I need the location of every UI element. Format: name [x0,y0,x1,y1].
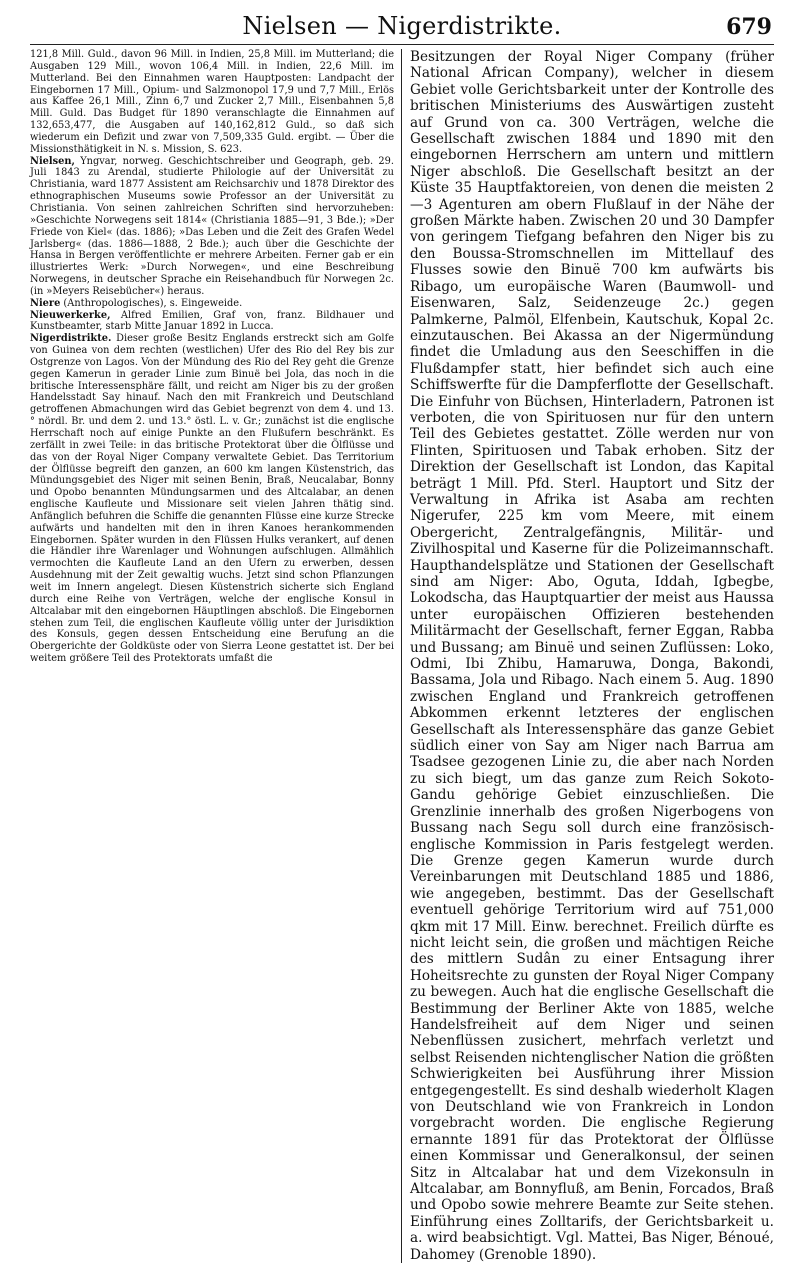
entry-text: Alfred Emilien, Graf von, franz. Bildhauer und Kunstbeamter, starb Mitte Januar 1892 in Lucca. [30,309,394,333]
entry-nieuwerkerke [30,310,394,334]
headword: Nielsen, [30,155,75,167]
page-header [30,10,774,45]
entry-text: 121,8 Mill. Guld., davon 96 Mill. in Indien, 25,8 Mill. im Mutterland; die Ausgaben 129 Mill., wovon 106,4 Mill. in Indien, 22,6 Mill. im Mutterland. Bei den Einnahmen waren Hauptposten: Landpacht der Eingebornen 17 Mill., Opium- und Salzmonopol 17,9 und 7,7 Mill., Erlös aus Kaffee 26,1 Mill., Zinn 6,7 und Zucker 2,7 Mill., Eisenbahnen 5,8 Mill. Guld. Das Budget für 1890 veranschlagte die Einnahmen auf 132,653,477, die Ausgaben auf 140,162,812 Guld., so daß sich wiederum ein Defizit und zwar von 7,509,335 Guld. ergibt. — Über die Missionsthätigkeit in N. s. Mission, S. 623. [30,49,394,155]
entry-cont2 [410,49,774,1263]
entry-nigerdistrikte [30,333,394,665]
headword: Nieuwerkerke, [30,309,111,321]
page-number: 679 [726,14,772,40]
headword: Nigerdistrikte. [30,333,112,345]
left-column [30,49,402,1263]
entry-text: (Anthropologisches), s. Eingeweide. [60,297,243,309]
entry-niere [30,298,394,310]
entry-nielsen [30,156,394,298]
headword: Niere [30,297,61,309]
entry-text: Yngvar, norweg. Geschichtschreiber und Geograph, geb. 29. Juli 1843 zu Arendal, studierte Philologie auf der Universität zu Christiania, ward 1877 Assistent am Reichsarchiv und 1878 Direktor des ethnographischen Museums sowie Professor an der Universität zu Christiania. Von seinen zahlreichen Schriften sind hervorzuheben: »Geschichte Norwegens seit 1814« (Christiania 1885—91, 3 Bde.); »Der Friede von Kiel« (das. 1886); »Das Leben und die Zeit des Grafen Wedel Jarlsberg« (das. 1886—1888, 2 Bde.); auch über die Geschichte der Hansa in Bergen veröffentlichte er mehrere Arbeiten. Ferner gab er ein illustriertes Werk: »Durch Norwegen«, und eine Beschreibung Norwegens, in deutscher Sprache ein Reisehandbuch für Norwegen 2c. (in »Meyers Reisebücher«) heraus. [30,155,394,297]
right-column [402,49,774,1263]
entry-text: Besitzungen der Royal Niger Company (früher National African Company), welcher in diesem Gebiet volle Gerichtsbarkeit unter der Kontrolle des britischen Ministeriums des Auswärtigen zusteht auf Grund von ca. 300 Verträgen, welche die Gesellschaft zwischen 1884 und 1890 mit den eingebornen Herrschern am untern und mittlern Niger abschloß. Die Gesellschaft besitzt an der Küste 35 Hauptfaktoreien, von denen die meisten 2—3 Agenturen am obern Flußlauf in der Nähe der großen Märkte haben. Zwischen 20 und 30 Dampfer von geringem Tiefgang befahren den Niger bis zu den Boussa-Stromschnellen im Mittellauf des Flusses sowie den Binuë 700 km aufwärts bis Ribago, um europäische Waren (Baumwoll- und Eisenwaren, Salz, Seidenzeuge 2c.) gegen Palmkerne, Palmöl, Elfenbein, Kautschuk, Kopal 2c. einzutauschen. Bei Akassa an der Nigermündung findet die Umladung aus den Seeschiffen in die Flußdampfer statt, hier befindet sich auch eine Schiffswerfte für die Dampferflotte der Gesellschaft. Die Einfuhr von Büchsen, Hinterladern, Patronen ist verboten, die von Spirituosen nur für den untern Teil des Gebietes gestattet. Zölle werden nur von Flinten, Spirituosen und Tabak erhoben. Sitz der Direktion der Gesellschaft ist London, das Kapital beträgt 1 Mill. Pfd. Sterl. Hauptort und Sitz der Verwaltung in Afrika ist Asaba am rechten Nigerufer, 225 km vom Meere, mit einem Obergericht, Zentralgefängnis, Militär- und Zivilhospital und Kaserne für die Polizeimannschaft. Haupthandelsplätze und Stationen der Gesellschaft sind am Niger: Abo, Oguta, Iddah, Igbegbe, Lokodscha, das Hauptquartier der meist aus Haussa unter europäischen Offizieren bestehenden Militärmacht der Gesellschaft, ferner Eggan, Rabba und Bussang; am Binuë und seinen Zuflüssen: Loko, Odmi, Ibi Zhibu, Hamaruwa, Donga, Bakondi, Bassama, Jola und Ribago. Nach einem 5. Aug. 1890 zwischen England und Frankreich getroffenen Abkommen erkennt letzteres der englischen Gesellschaft als Interessensphäre das ganze Gebiet südlich einer von Say am Niger nach Barrua am Tsadsee gezogenen Linie zu, die aber nach Norden zu sich biegt, um das ganze zum Reich Sokoto-Gandu gehörige Gebiet einzuschließen. Die Grenzlinie innerhalb des großen Nigerbogens von Bussang nach Segu soll durch eine französisch-englische Kommission in Paris festgelegt werden. Die Grenze gegen Kamerun wurde durch Vereinbarungen mit Deutschland 1885 und 1886, wie angegeben, bestimmt. Das der Gesellschaft eventuell gehörige Territorium wird auf 751,000 qkm mit 17 Mill. Einw. berechnet. Freilich dürfte es nicht leicht sein, die großen und mächtigen Reiche des mittlern Sudân zu einer Entsagung ihrer Hoheitsrechte zu gunsten der Royal Niger Company zu bewegen. Auch hat die englische Gesellschaft die Bestimmung der Berliner Akte von 1885, welche Handelsfreiheit auf dem Niger und seinen Nebenflüssen zusichert, mehrfach verletzt und selbst Reisenden nichtenglischer Nation die größten Schwierigkeiten bei Ausführung ihrer Mission entgegengestellt. Es sind deshalb wiederholt Klagen von Deutschland wie von Frankreich in London vorgebracht worden. Die englische Regierung ernannte 1891 für das Protektorat der Ölflüsse einen Kommissar und Generalkonsul, der seinen Sitz in Altcalabar hat und dem Vizekonsuln in Altcalabar, am Bonnyfluß, am Benin, Forcados, Braß und Opobo sowie mehrere Beamte zur Seite stehen. Einführung eines Zolltarifs, der Gerichtsbarkeit u. a. wird beabsichtigt. Vgl. Mattei, Bas Niger, Bénoué, Dahomey (Grenoble 1890). [410,49,774,1263]
entry-cont [30,49,394,156]
text-columns [30,49,774,1263]
entry-text: Dieser große Besitz Englands erstreckt sich am Golfe von Guinea von dem rechten (westlichen) Ufer des Rio del Rey bis zur Ostgrenze von Lagos. Von der Mündung des Rio del Rey geht die Grenze gegen Kamerun in gerader Linie zum Binuë bei Jola, das noch in die britische Interessensphäre fällt, und reicht am Niger bis zu der großen Handelsstadt Say hinauf. Nach den mit Frankreich und Deutschland getroffenen Abmachungen wird das Gebiet begrenzt von dem 4. und 13.° nördl. Br. und dem 2. und 13.° östl. L. v. Gr.; zunächst ist die englische Herrschaft noch auf einige Punkte an den Flußufern beschränkt. Es zerfällt in zwei Teile: in das britische Protektorat über die Ölflüsse und das von der Royal Niger Company verwaltete Gebiet. Das Territorium der Ölflüsse begreift den ganzen, an 600 km langen Küstenstrich, das Mündungsgebiet des Niger mit seinen Benin, Braß, Neucalabar, Bonny und Opobo benannten Mündungsarmen und des Altcalabar, an denen englische Kaufleute und Missionare seit vielen Jahren thätig sind. Anfänglich befuhren die Schiffe die genannten Flüsse eine kurze Strecke aufwärts und handelten mit den in ihren Kanoes herankommenden Eingebornen. Später wurden in den Flüssen Hulks verankert, auf denen die Händler ihre Warenlager und Wohnungen aufschlugen. Allmählich vermochten die Kaufleute Land an den Ufern zu erwerben, dessen Ausdehnung mit der Zeit gewaltig wuchs. Jetzt sind schon Pflanzungen weit im Innern angelegt. Diesen Küstenstrich sicherte sich England durch eine Reihe von Verträgen, welche der englische Konsul in Altcalabar mit den eingebornen Häuptlingen abschloß. Die Eingebornen stehen zum Teil, die englischen Kaufleute völlig unter der Jurisdiktion des Konsuls, gegen dessen Entscheidung eine Berufung an die Obergerichte der Goldküste oder von Sierra Leone gestattet ist. Der bei weitem größere Teil des Protektorats umfaßt die [30,333,394,665]
running-title: Nielsen — Nigerdistrikte. [242,12,562,40]
